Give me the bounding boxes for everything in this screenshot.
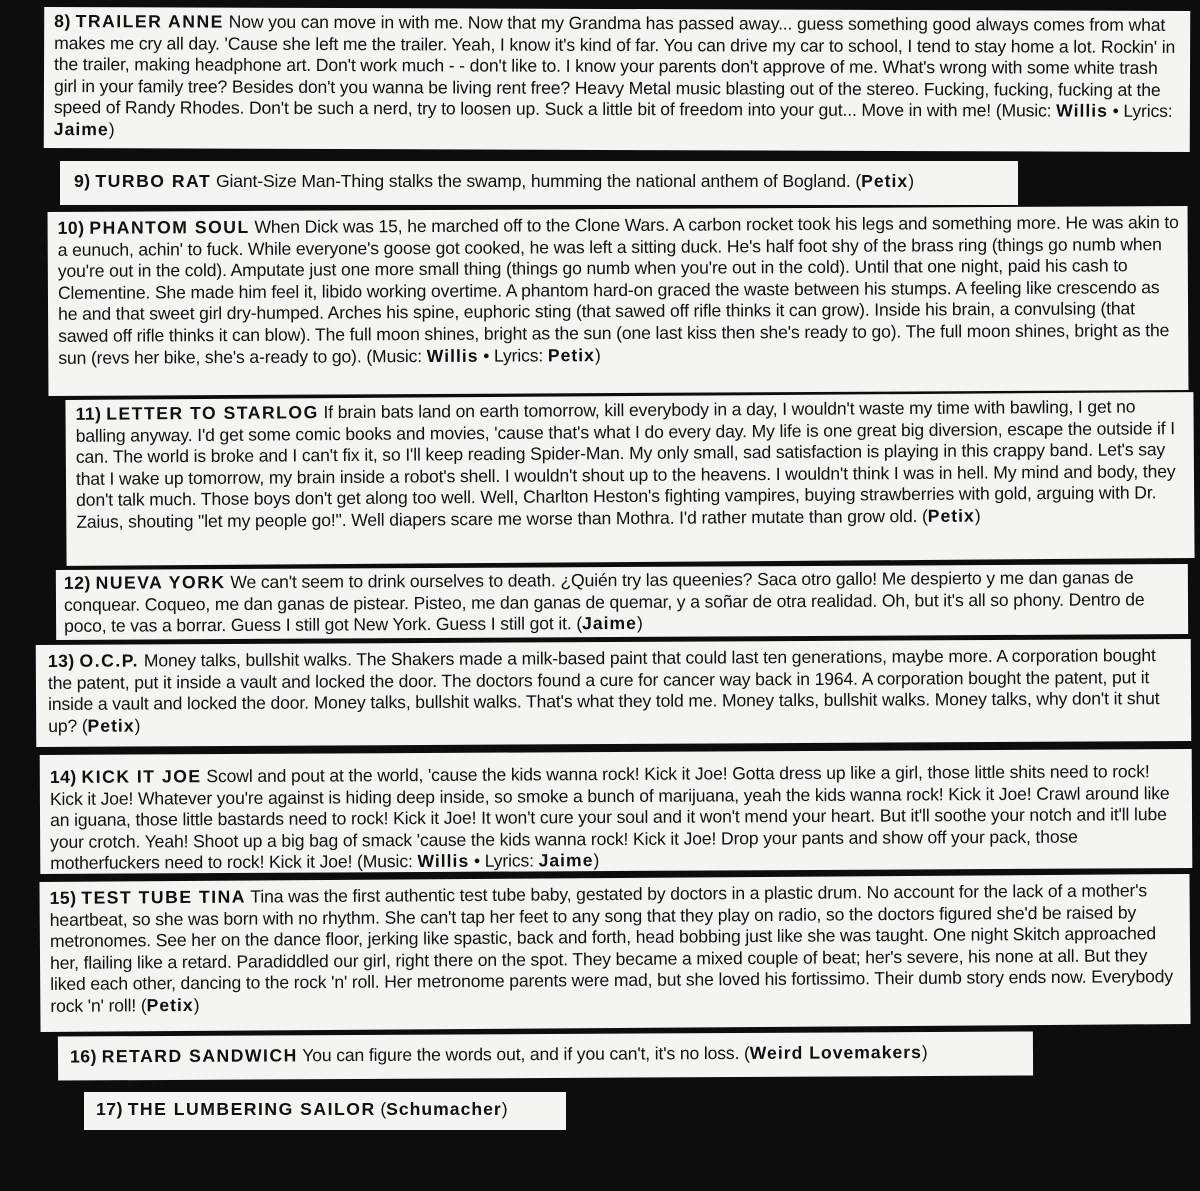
track-title: RETARD SANDWICH xyxy=(101,1045,298,1067)
track-8-strip: 8) TRAILER ANNE Now you can move in with me. Now that my Grandma has passed away... guess something good always comes from what makes me cry all day. 'Cause she left me the trailer. Yeah, I know it's kind of far. You can drive my car to school, I tend to stay home a lot. Rockin' in the trailer, making headphone art. Don't work much - - don't like to. I know your parents don't approve of me. What's wrong with some white trash girl in your family tree? Besides don't you wanna be living rent free? Heavy Metal music blasting out of the stereo. Fucking, fucking, fucking at the speed of Randy Rhodes. Don't be such a nerd, try to loosen up. Suck a little bit of freedom into your gut... Move in with me! (Music: Willis • Lyrics: Jaime) xyxy=(44,7,1190,152)
track-17-strip: 17) THE LUMBERING SAILOR (Schumacher) xyxy=(84,1092,566,1130)
track-number: 13) xyxy=(47,650,75,671)
track-number: 12) xyxy=(63,572,91,593)
track-number: 8) xyxy=(54,11,71,32)
track-lyrics: When Dick was 15, he marched off to the Clone Wars. A carbon rocket took his legs and something more. He was akin to a eunuch, achin' to fuck. While everyone's goose got cooked, he was left a sitting duck. He's half foot shy of the brass ring (things go numb when you're out in the cold). Amputate just one more small thing (things go numb when you're out in the cold). Until that one night, paid his cash to Clementine. She made him feel it, libido working overtime. A phantom hard-on graced the waste between his stumps. A feeling like crescendo as he and that sweet girl dry-humped. Arches his spine, euphoric sting (that sawed off rifle thinks it can grow). Inside his brain, a convulsing (that sawed off rifle thinks it can blow). The full moon shines, bright as the sun (one last kiss then she's ready to go). The full moon shines, bright as the sun (revs her bike, she's a-ready to go). xyxy=(57,212,1179,368)
track-lyrics: Giant-Size Man-Thing stalks the swamp, humming the national anthem of Bogland. xyxy=(215,171,851,191)
credit: Petix xyxy=(146,994,194,1016)
track-lyrics: We can't seem to drink ourselves to death. ¿Quién try las queenies? Saca otro gallo! Me despierto y me dan ganas de conquear. Coqueo, me dan ganas de pistear. Pisteo, me dan ganas de quemar, y a soñar de otra realidad. Oh, but it's all so phony. Dentro de poco, te vas a borrar. Guess I still got New York. Guess I still got it. xyxy=(63,567,1145,637)
track-number: 17) xyxy=(96,1099,123,1119)
track-16-strip: 16) RETARD SANDWICH You can figure the words out, and if you can't, it's no loss. (Weird Lovemakers) xyxy=(58,1031,1033,1080)
track-10-strip: 10) PHANTOM SOUL When Dick was 15, he marched off to the Clone Wars. A carbon rocket took his legs and something more. He was akin to a eunuch, achin' to fuck. While everyone's goose got cooked, he was left a sitting duck. He's half foot shy of the brass ring (things go numb when you're out in the cold). Amputate just one more small thing (things go numb when you're out in the cold). Until that one night, paid his cash to Clementine. She made him feel it, libido working overtime. A phantom hard-on graced the waste between his stumps. A feeling like crescendo as he and that sweet girl dry-humped. Arches his spine, euphoric sting (that sawed off rifle thinks it can grow). Inside his brain, a convulsing (that sawed off rifle thinks it can blow). The full moon shines, bright as the sun (one last kiss then she's ready to go). The full moon shines, bright as the sun (revs her bike, she's a-ready to go). (Music: Willis • Lyrics: Petix) xyxy=(48,206,1189,396)
credit: Schumacher xyxy=(386,1099,502,1119)
credit-lyrics: Jaime xyxy=(538,850,594,871)
track-lyrics: Tina was the first authentic test tube baby, gestated by doctors in a plastic drum. No account for the lack of a mother's heartbeat, so she was born with no rhythm. She can't tap her feet to any song that they play on radio, so the doctors figured she'd be raised by metronomes. See her on the dance floor, jerking like spastic, back and forth, head bobbing just like she was taught. One night Skitch approached her, flailing like a retard. Paradiddled our girl, right there on the spot. They became a mixed couple of beat; her's severe, his none at all. But they liked each other, dancing to the rock 'n' roll. Her metronome parents were mad, but she loved his fortissimo. Their dumb story ends now. Everybody rock 'n' roll! xyxy=(49,880,1174,1016)
track-number: 9) xyxy=(74,171,91,191)
track-title: NUEVA YORK xyxy=(95,572,226,593)
track-14-strip: 14) KICK IT JOE Scowl and pout at the world, 'cause the kids wanna rock! Kick it Joe! Gotta dress up like a girl, those little shits need to rock! Kick it Joe! Whatever you're against is hiding deep inside, so smoke a bunch of marijuana, yeah the kids wanna rock! Kick it Joe! Crawl around like an iguana, those little bastards need to rock! Kick it Joe! It won't cure your soul and it won't mend your heart. But it'll soothe your notch and it'll lube your crotch. Yeah! Shoot up a big bag of smack 'cause the kids wanna rock! Kick it Joe! Drop your pants and show off your pack, those motherfuckers need to rock! Kick it Joe! (Music: Willis • Lyrics: Jaime) xyxy=(40,749,1193,874)
credit: Jaime xyxy=(581,613,637,634)
credit: Petix xyxy=(927,505,975,526)
credit-music: Willis xyxy=(1056,100,1108,122)
track-lyrics: Money talks, bullshit walks. The Shakers made a milk-based paint that could last ten generations, maybe more. A corporation bought the patent, put it inside a vault and locked the door. The doctors found a cure for cancer way back in 1964. A corporation bought the patent, put it inside a vault and locked the door. Money talks, bullshit walks. That's what they told me. Money talks, bullshit walks. Money talks, why don't it shut up? xyxy=(47,645,1160,736)
credit-music: Willis xyxy=(417,851,470,872)
track-lyrics: Scowl and pout at the world, 'cause the kids wanna rock! Kick it Joe! Gotta dress up like a girl, those little shits need to rock! Kick it Joe! Whatever you're against is hiding deep inside, so smoke a bunch of marijuana, yeah the kids wanna rock! Kick it Joe! Crawl around like an iguana, those little bastards need to rock! Kick it Joe! It won't cure your soul and it won't mend your heart. But it'll soothe your notch and it'll lube your crotch. Yeah! Shoot up a big bag of smack 'cause the kids wanna rock! Kick it Joe! Drop your pants and show off your pack, those motherfuckers need to rock! Kick it Joe! xyxy=(49,761,1170,874)
track-title: LETTER TO STARLOG xyxy=(106,402,319,424)
track-9-strip: 9) TURBO RAT Giant-Size Man-Thing stalks the swamp, humming the national anthem of Bogland. (Petix) xyxy=(60,161,1018,205)
track-15-strip: 15) TEST TUBE TINA Tina was the first authentic test tube baby, gestated by doctors in a plastic drum. No account for the lack of a mother's heartbeat, so she was born with no rhythm. She can't tap her feet to any song that they play on radio, so the doctors figured she'd be raised by metronomes. See her on the dance floor, jerking like spastic, back and forth, head bobbing just like she was taught. One night Skitch approached her, flailing like a retard. Paradiddled our girl, right there on the spot. They became a mixed couple of beat; her's severe, his none at all. But they liked each other, dancing to the rock 'n' roll. Her metronome parents were mad, but she loved his fortissimo. Their dumb story ends now. Everybody rock 'n' roll! (Petix) xyxy=(39,874,1190,1032)
track-lyrics: You can figure the words out, and if you can't, it's no loss. xyxy=(302,1042,740,1066)
track-title: TEST TUBE TINA xyxy=(81,886,247,908)
track-11-strip: 11) LETTER TO STARLOG If brain bats land on earth tomorrow, kill everybody in a day, I wouldn't waste my time with bawling, I get no balling anyway. I'd get some comic books and movies, 'cause that's what I do every day. My life is one great big diversion, escape the outside if I can. The world is broke and I can't fix it, so I'll keep reading Spider-Man. My only small, sad satisfaction is playing in this crappy band. Let's say that I wake up tomorrow, my brain inside a robot's shell. I wouldn't shout up to the heavens. I wouldn't think I was in hell. My mind and body, they don't talk much. Those boys don't get along too well. Well, Charlton Heston's fighting vampires, buying strawberries with gold, arguing with Dr. Zaius, shouting "let my people go!". Well diapers scare me worse than Mothra. I'd rather mutate than grow old. (Petix) xyxy=(65,392,1194,566)
credit: Weird Lovemakers xyxy=(749,1042,922,1063)
track-title: PHANTOM SOUL xyxy=(89,216,250,238)
credit-lyrics: Petix xyxy=(547,344,595,365)
track-title: TURBO RAT xyxy=(95,171,212,191)
credit: Petix xyxy=(861,171,909,191)
credit: Petix xyxy=(87,715,135,736)
track-number: 11) xyxy=(75,403,102,424)
track-title: O.C.P. xyxy=(79,650,140,671)
track-lyrics: Now you can move in with me. Now that my Grandma has passed away... guess something good always comes from what makes me cry all day. 'Cause she left me the trailer. Yeah, I know it's kind of far. You can drive my car to school, I tend to stay home a lot. Rockin' in the trailer, making headphone art. Don't work much - - don't like to. I know your parents don't approve of me. What's wrong with some white trash girl in your family tree? Besides don't you wanna be living rent free? Heavy Metal music blasting out of the stereo. Fucking, fucking, fucking at the speed of Randy Rhodes. Don't be such a nerd, try to loosen up. Suck a little bit of freedom into your gut... Move in with me! xyxy=(53,11,1176,121)
track-lyrics: If brain bats land on earth tomorrow, kill everybody in a day, I wouldn't waste my time with bawling, I get no balling anyway. I'd get some comic books and movies, 'cause that's what I do every day. My life is one great big diversion, escape the outside if I can. The world is broke and I can't fix it, so I'll keep reading Spider-Man. My only small, sad satisfaction is playing in this crappy band. Let's say that I wake up tomorrow, my brain inside a robot's shell. I wouldn't shout up to the heavens. I wouldn't think I was in hell. My mind and body, they don't talk much. Those boys don't get along too well. Well, Charlton Heston's fighting vampires, buying strawberries with gold, arguing with Dr. Zaius, shouting "let my people go!". Well diapers scare me worse than Mothra. I'd rather mutate than grow old. xyxy=(75,396,1176,532)
track-title: KICK IT JOE xyxy=(81,766,202,787)
credit-music: Willis xyxy=(426,345,479,366)
track-number: 14) xyxy=(49,766,77,787)
track-title: TRAILER ANNE xyxy=(75,11,224,32)
credit-lyrics: Jaime xyxy=(53,119,109,140)
track-12-strip: 12) NUEVA YORK We can't seem to drink ourselves to death. ¿Quién try las queenies? Saca otro gallo! Me despierto y me dan ganas de conquear. Coqueo, me dan ganas de pistear. Pisteo, me dan ganas de quemar, y a soñar de otra realidad. Oh, but it's all so phony. Dentro de poco, te vas a borrar. Guess I still got New York. Guess I still got it. (Jaime) xyxy=(56,564,1188,640)
track-number: 16) xyxy=(69,1046,97,1067)
track-13-strip: 13) O.C.P. Money talks, bullshit walks. The Shakers made a milk-based paint that could last ten generations, maybe more. A corporation bought the patent, put it inside a vault and locked the door. The doctors found a cure for cancer way back in 1964. A corporation bought the patent, put it inside a vault and locked the door. Money talks, bullshit walks. That's what they told me. Money talks, bullshit walks. Money talks, why don't it shut up? (Petix) xyxy=(36,639,1192,747)
track-number: 15) xyxy=(49,887,77,908)
track-title: THE LUMBERING SAILOR xyxy=(127,1099,376,1119)
track-number: 10) xyxy=(57,217,85,238)
